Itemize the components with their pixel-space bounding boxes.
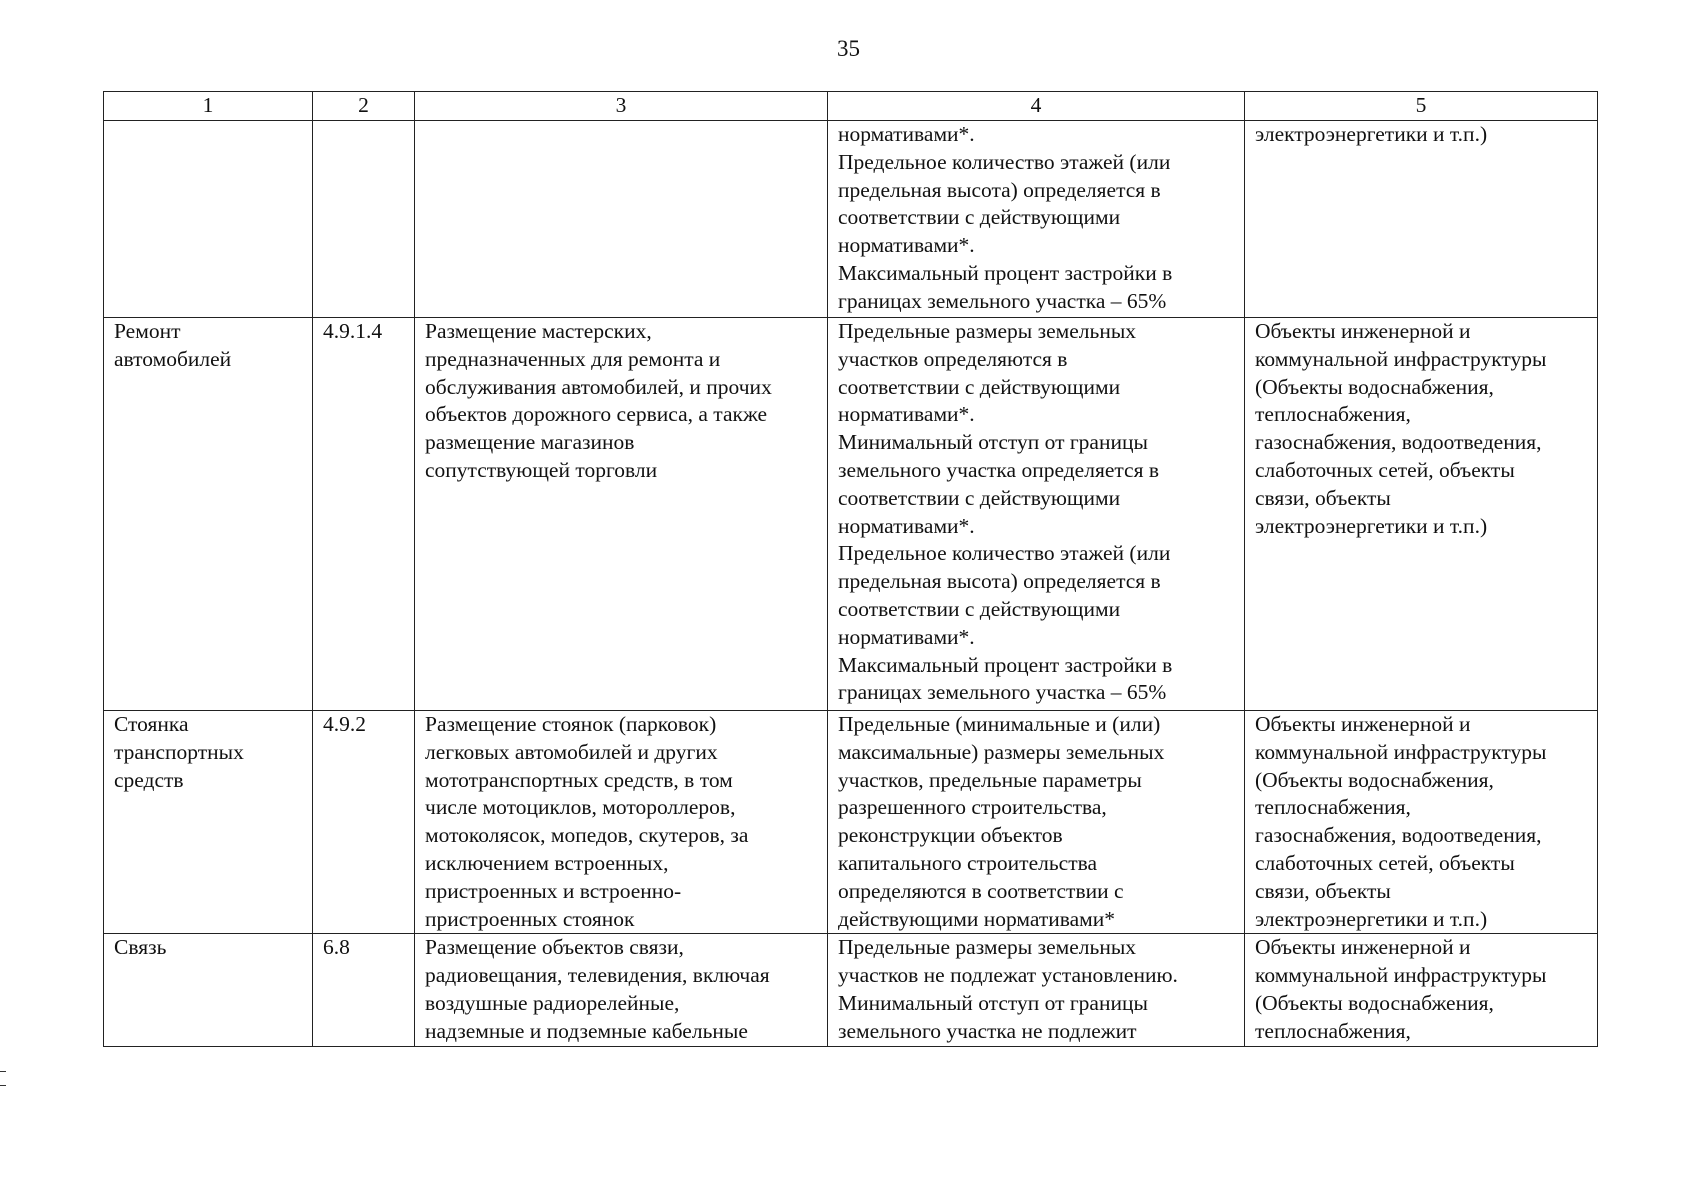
cell-land-use-type bbox=[104, 934, 313, 1046]
cell-parameters bbox=[828, 121, 1245, 318]
cell-text-line: соответствии с действующими bbox=[838, 596, 1121, 621]
cell-text-line: участков не подлежат установлению. bbox=[838, 963, 1178, 988]
cell-text-line: газоснабжения, водоотведения, bbox=[1255, 430, 1542, 455]
column-header-5: 5 bbox=[1245, 92, 1598, 121]
cell-text-line: мототранспортных средств, в том bbox=[425, 767, 733, 792]
cell-text-line: 4.9.1.4 bbox=[323, 319, 383, 343]
cell-text-line: надземные и подземные кабельные bbox=[425, 1018, 748, 1043]
cell-utilities bbox=[1245, 121, 1598, 318]
cell-description bbox=[415, 318, 828, 711]
column-header-1: 1 bbox=[104, 92, 313, 121]
cell-description bbox=[415, 711, 828, 934]
cell-text-line: связи, объекты bbox=[1255, 485, 1391, 510]
cell-text-line: нормативами*. bbox=[838, 624, 975, 649]
cell-text-line: слаботочных сетей, объекты bbox=[1255, 850, 1515, 875]
cell-text-line: нормативами*. bbox=[838, 513, 975, 538]
cell-text-line: максимальные) размеры земельных bbox=[838, 739, 1165, 764]
table-row bbox=[104, 121, 1598, 318]
cell-text-line: 4.9.2 bbox=[323, 712, 366, 736]
cell-text-line: Минимальный отступ от границы bbox=[838, 990, 1148, 1015]
cell-text-line: средств bbox=[114, 767, 184, 792]
cell-text-line: земельного участка определяется в bbox=[838, 457, 1159, 482]
cell-text-line: теплоснабжения, bbox=[1255, 1018, 1411, 1043]
cell-utilities bbox=[1245, 934, 1598, 1046]
cell-text-line: объектов дорожного сервиса, а также bbox=[425, 402, 768, 427]
cell-text-line: (Объекты водоснабжения, bbox=[1255, 374, 1494, 399]
cell-text-line: пристроенных стоянок bbox=[425, 906, 635, 931]
cell-text-line: определяются в соответствии с bbox=[838, 878, 1124, 903]
cell-text-line: действующими нормативами* bbox=[838, 906, 1116, 931]
cell-text-line: числе мотоциклов, мотороллеров, bbox=[425, 795, 736, 820]
cell-text-line: предельная высота) определяется в bbox=[838, 177, 1161, 202]
cell-text-line: предназначенных для ремонта и bbox=[425, 346, 721, 371]
cell-parameters bbox=[828, 934, 1245, 1046]
cell-text-line: Объекты инженерной и bbox=[1255, 712, 1471, 736]
cell-text-line: капитального строительства bbox=[838, 850, 1098, 875]
cell-text-line: Предельное количество этажей (или bbox=[838, 541, 1171, 566]
cell-text-line: электроэнергетики и т.п.) bbox=[1255, 906, 1488, 931]
cell-text-line: коммунальной инфраструктуры bbox=[1255, 739, 1547, 764]
cell-code bbox=[313, 934, 415, 1046]
cell-text-line: электроэнергетики и т.п.) bbox=[1255, 513, 1488, 538]
cell-text-line: Предельные размеры земельных bbox=[838, 935, 1137, 960]
cell-text-line: участков, предельные параметры bbox=[838, 767, 1142, 792]
cell-text-line: электроэнергетики и т.п.) bbox=[1255, 122, 1488, 146]
cell-text-line: коммунальной инфраструктуры bbox=[1255, 963, 1547, 988]
cell-text-line: Связь bbox=[114, 935, 167, 960]
cell-text-line: нормативами*. bbox=[838, 402, 975, 427]
cell-description bbox=[415, 121, 828, 318]
table-row bbox=[104, 318, 1598, 711]
cell-text-line: радиовещания, телевидения, включая bbox=[425, 963, 770, 988]
column-header-2: 2 bbox=[313, 92, 415, 121]
cell-text-line: Ремонт bbox=[114, 319, 181, 343]
cell-text-line: 6.8 bbox=[323, 935, 350, 960]
cell-text-line: сопутствующей торговли bbox=[425, 457, 658, 482]
cell-text-line: газоснабжения, водоотведения, bbox=[1255, 823, 1542, 848]
cell-description bbox=[415, 934, 828, 1046]
cell-text-line: соответствии с действующими bbox=[838, 485, 1121, 510]
cell-text-line: соответствии с действующими bbox=[838, 205, 1121, 230]
cell-land-use-type bbox=[104, 121, 313, 318]
column-header-4: 4 bbox=[828, 92, 1245, 121]
cell-text-line: нормативами*. bbox=[838, 122, 975, 146]
cell-text-line: Предельные размеры земельных bbox=[838, 319, 1137, 343]
cell-text-line: коммунальной инфраструктуры bbox=[1255, 346, 1547, 371]
cell-text-line: Размещение стоянок (парковок) bbox=[425, 712, 717, 736]
cell-text-line: пристроенных и встроенно- bbox=[425, 878, 682, 903]
cell-text-line: слаботочных сетей, объекты bbox=[1255, 457, 1515, 482]
cell-land-use-type bbox=[104, 318, 313, 711]
cell-text-line: связи, объекты bbox=[1255, 878, 1391, 903]
cell-text-line: реконструкции объектов bbox=[838, 823, 1063, 848]
cell-utilities bbox=[1245, 318, 1598, 711]
cell-text-line: легковых автомобилей и других bbox=[425, 739, 718, 764]
cell-code bbox=[313, 121, 415, 318]
cell-text-line: границах земельного участка – 65% bbox=[838, 288, 1167, 313]
table-header-row bbox=[104, 92, 1598, 121]
cell-text-line: Максимальный процент застройки в bbox=[838, 652, 1173, 677]
cell-text-line: Предельное количество этажей (или bbox=[838, 149, 1171, 174]
cell-text-line: Предельные (минимальные и (или) bbox=[838, 712, 1161, 736]
cell-code bbox=[313, 318, 415, 711]
cell-text-line: (Объекты водоснабжения, bbox=[1255, 990, 1494, 1015]
cell-text-line: Размещение объектов связи, bbox=[425, 935, 684, 960]
cell-text-line: теплоснабжения, bbox=[1255, 795, 1411, 820]
cell-parameters bbox=[828, 711, 1245, 934]
cell-text-line: Стоянка bbox=[114, 712, 189, 736]
land-use-table bbox=[103, 91, 1598, 1047]
cell-text-line: нормативами*. bbox=[838, 233, 975, 258]
column-header-3: 3 bbox=[415, 92, 828, 121]
cell-text-line: автомобилей bbox=[114, 346, 232, 371]
cell-text-line: разрешенного строительства, bbox=[838, 795, 1107, 820]
cell-text-line: транспортных bbox=[114, 739, 244, 764]
cell-land-use-type bbox=[104, 711, 313, 934]
cell-text-line: исключением встроенных, bbox=[425, 850, 669, 875]
scan-edge-mark bbox=[0, 1071, 6, 1072]
cell-text-line: обслуживания автомобилей, и прочих bbox=[425, 374, 772, 399]
table-row bbox=[104, 711, 1598, 934]
cell-text-line: теплоснабжения, bbox=[1255, 402, 1411, 427]
cell-parameters bbox=[828, 318, 1245, 711]
table-row bbox=[104, 934, 1598, 1046]
cell-text-line: Минимальный отступ от границы bbox=[838, 430, 1148, 455]
cell-utilities bbox=[1245, 711, 1598, 934]
cell-text-line: участков определяются в bbox=[838, 346, 1068, 371]
cell-text-line: Объекты инженерной и bbox=[1255, 319, 1471, 343]
cell-text-line: Размещение мастерских, bbox=[425, 319, 652, 343]
page-number: 35 bbox=[837, 36, 860, 61]
cell-text-line: предельная высота) определяется в bbox=[838, 569, 1161, 594]
scan-edge-mark bbox=[0, 1085, 6, 1086]
cell-text-line: мотоколясок, мопедов, скутеров, за bbox=[425, 823, 749, 848]
cell-text-line: Максимальный процент застройки в bbox=[838, 260, 1173, 285]
cell-text-line: земельного участка не подлежит bbox=[838, 1018, 1137, 1043]
cell-text-line: размещение магазинов bbox=[425, 430, 635, 455]
cell-text-line: соответствии с действующими bbox=[838, 374, 1121, 399]
cell-text-line: воздушные радиорелейные, bbox=[425, 990, 680, 1015]
cell-text-line: (Объекты водоснабжения, bbox=[1255, 767, 1494, 792]
cell-code bbox=[313, 711, 415, 934]
cell-text-line: границах земельного участка – 65% bbox=[838, 680, 1167, 705]
cell-text-line: Объекты инженерной и bbox=[1255, 935, 1471, 960]
